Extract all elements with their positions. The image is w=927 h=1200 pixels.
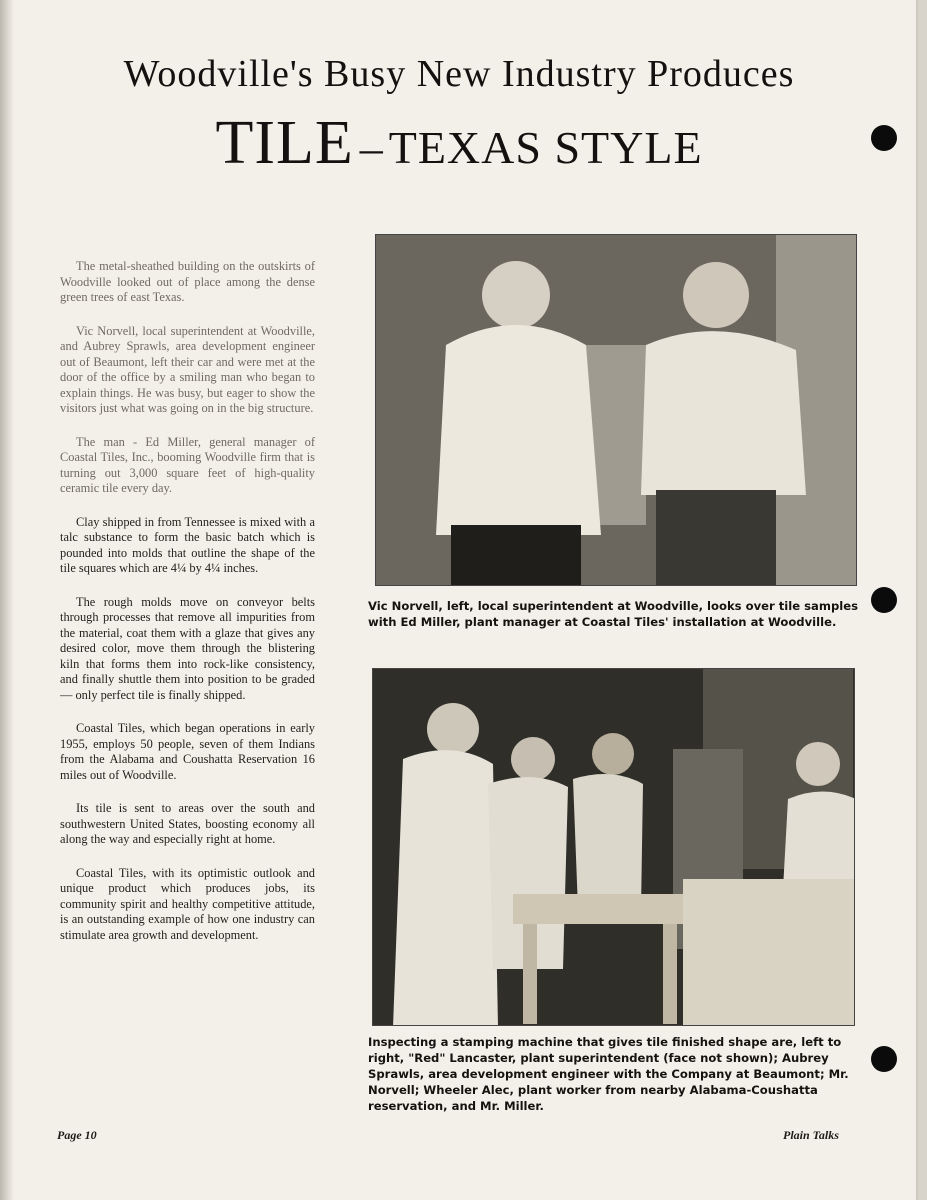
article-paragraph: Coastal Tiles, which began operations in early 1955, employs 50 people, seven of them Indians from the Alabama and Coushatta Reservation 16 miles out of Woodville.: [60, 721, 315, 782]
page-number: Page 10: [57, 1128, 97, 1142]
photo2-illustration: [373, 669, 855, 1026]
publication-name: Plain Talks: [783, 1128, 839, 1142]
article-paragraph: The rough molds move on conveyor belts through processes that remove all impurities from the material, coat them with a glaze that gives any desired color, move them through the blistering kiln that forms them into rock-like consistency, and finally shuttle them into position to be graded— only perfect tile is finally shipped.: [60, 594, 315, 702]
article-paragraph: Vic Norvell, local superintendent at Woodville, and Aubrey Sprawls, area development engineer out of Beaumont, left their car and were met at the door of the office by a smiling man who began to explain things. He was busy, but eager to show the visitors just what was going on in the big structure.: [60, 323, 315, 415]
page-edge-shadow: [0, 0, 14, 1200]
photo-stamping-machine: [372, 668, 855, 1026]
headline-texas-style: TEXAS STYLE: [388, 122, 703, 173]
photo-norvell-miller: [375, 234, 857, 586]
article-paragraph: Its tile is sent to areas over the south and southwestern United States, boosting economy all along the way and especially right at home.: [60, 801, 315, 846]
article-paragraph: Coastal Tiles, with its optimistic outlook and unique product which produces jobs, its community spirit and healthy competitive attitude, is an outstanding example of how one industry can stimulate area growth and development.: [60, 865, 315, 942]
headline-tile: TILE: [215, 109, 354, 177]
photo1-illustration: [376, 235, 857, 586]
headline-dash: –: [359, 122, 383, 173]
photo1-caption: Vic Norvell, left, local superintendent at Woodville, looks over tile samples with Ed Miller, plant manager at Coastal Tiles' installation at Woodville.: [368, 599, 858, 629]
article-body: [60, 259, 315, 961]
binder-hole-top: [871, 125, 897, 151]
headline-line2: [0, 108, 918, 179]
binder-hole-middle: [871, 587, 897, 613]
article-paragraph: The man - Ed Miller, general manager of Coastal Tiles, Inc., booming Woodville firm that is turning out 3,000 square feet of high-quality ceramic tile every day.: [60, 434, 315, 495]
article-paragraph: The metal-sheathed building on the outskirts of Woodville looked out of place among the dense green trees of east Texas.: [60, 259, 315, 304]
headline-line1: Woodville's Busy New Industry Produces: [123, 53, 795, 95]
article-paragraph: Clay shipped in from Tennessee is mixed with a talc substance to form the basic batch which is pounded into molds that outline the shape of the tile squares which are 4¼ by 4¼ inches.: [60, 514, 315, 575]
binder-hole-bottom: [871, 1046, 897, 1072]
photo2-caption: Inspecting a stamping machine that gives tile finished shape are, left to right, "Red" Lancaster, plant superintendent (face not shown); Aubrey Sprawls, area development engineer with the Company at Beaumont; Mr. Norvell; Wheeler Alec, plant worker from nearby Alabama-Coushatta reservation, and Mr. Miller.: [368, 1035, 849, 1113]
